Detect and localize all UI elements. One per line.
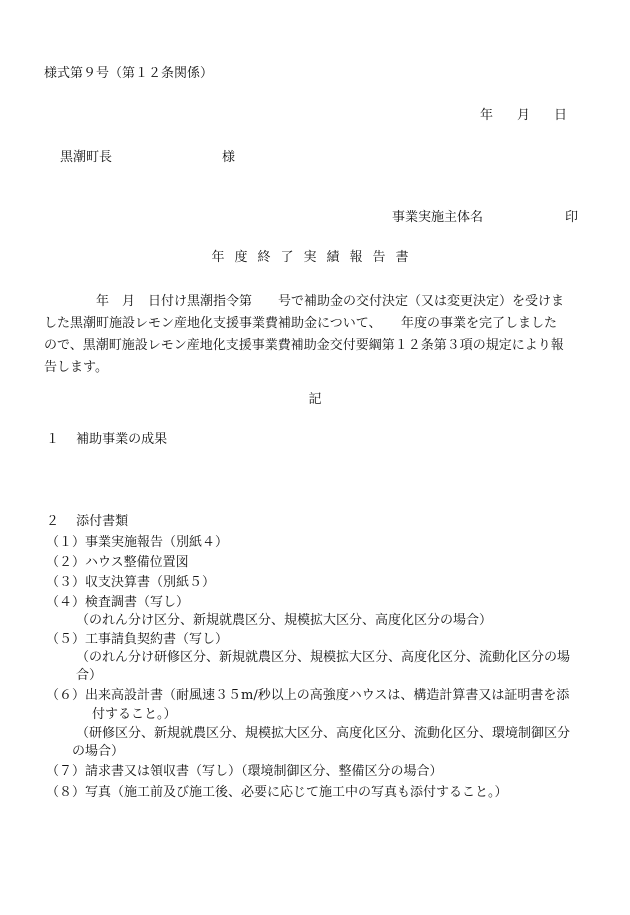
body-paragraph [44, 291, 589, 379]
addressee-name: 黒潮町長 [60, 150, 113, 165]
addressee-line [60, 150, 235, 166]
form-number: 様式第９号（第１２条関係） [44, 66, 214, 81]
attachment-item-note: 合） [76, 668, 103, 683]
attachment-item: （８）写真（施工前及び施工後、必要に応じて施工中の写真も添付すること。） [46, 785, 508, 800]
attachment-item-note: 付すること。） [92, 707, 177, 722]
body-line: 告します。 [44, 360, 108, 375]
attachment-item: （２）ハウス整備位置図 [46, 555, 189, 570]
attachment-item: （１）事業実施報告（別紙４） [46, 535, 229, 550]
section2-heading: ２ 添付書類 [46, 514, 129, 529]
body-line: 年 月 日付け黒潮指令第 号で補助金の交付決定（又は変更決定）を受けま [44, 294, 565, 309]
section1-heading: １ 補助事業の成果 [46, 432, 168, 447]
attachment-item-note: の場合） [72, 744, 125, 759]
body-line: ので、黒潮町施設レモン産地化支援事業費補助金交付要綱第１２条第３項の規定により報 [44, 338, 564, 353]
attachment-item: （７）請求書又は領収書（写し）（環境制御区分、整備区分の場合） [46, 764, 443, 779]
date-year: 年 [480, 108, 494, 123]
attachment-item-note: （研修区分、新規就農区分、規模拡大区分、高度化区分、流動化区分、環境制御区分 [76, 726, 571, 741]
attachment-item-note: （のれん分け区分、新規就農区分、規模拡大区分、高度化区分の場合） [76, 613, 493, 628]
implementer-line [392, 210, 578, 226]
date-day: 日 [554, 108, 568, 123]
date-line [480, 108, 567, 124]
attachment-item: （６）出来高設計書（耐風速３５m/秒以上の高強度ハウスは、構造計算書又は証明書を添 [46, 688, 570, 703]
ki-marker: 記 [308, 392, 322, 407]
attachment-item-note: （のれん分け研修区分、新規就農区分、規模拡大区分、高度化区分、流動化区分の場 [76, 650, 571, 665]
implementer-label: 事業実施主体名 [392, 210, 484, 225]
seal-mark: 印 [565, 210, 579, 225]
body-line: した黒潮町施設レモン産地化支援事業費補助金について、 年度の事業を完了しました [44, 316, 557, 331]
date-month: 月 [517, 108, 531, 123]
attachment-item: （４）検査調書（写し） [46, 595, 190, 610]
document-title: 年度終了実績報告書 [211, 250, 419, 265]
attachment-item: （５）工事請負契約書（写し） [46, 632, 229, 647]
attachment-item: （３）収支決算書（別紙５） [46, 575, 216, 590]
addressee-honorific: 様 [222, 150, 236, 165]
